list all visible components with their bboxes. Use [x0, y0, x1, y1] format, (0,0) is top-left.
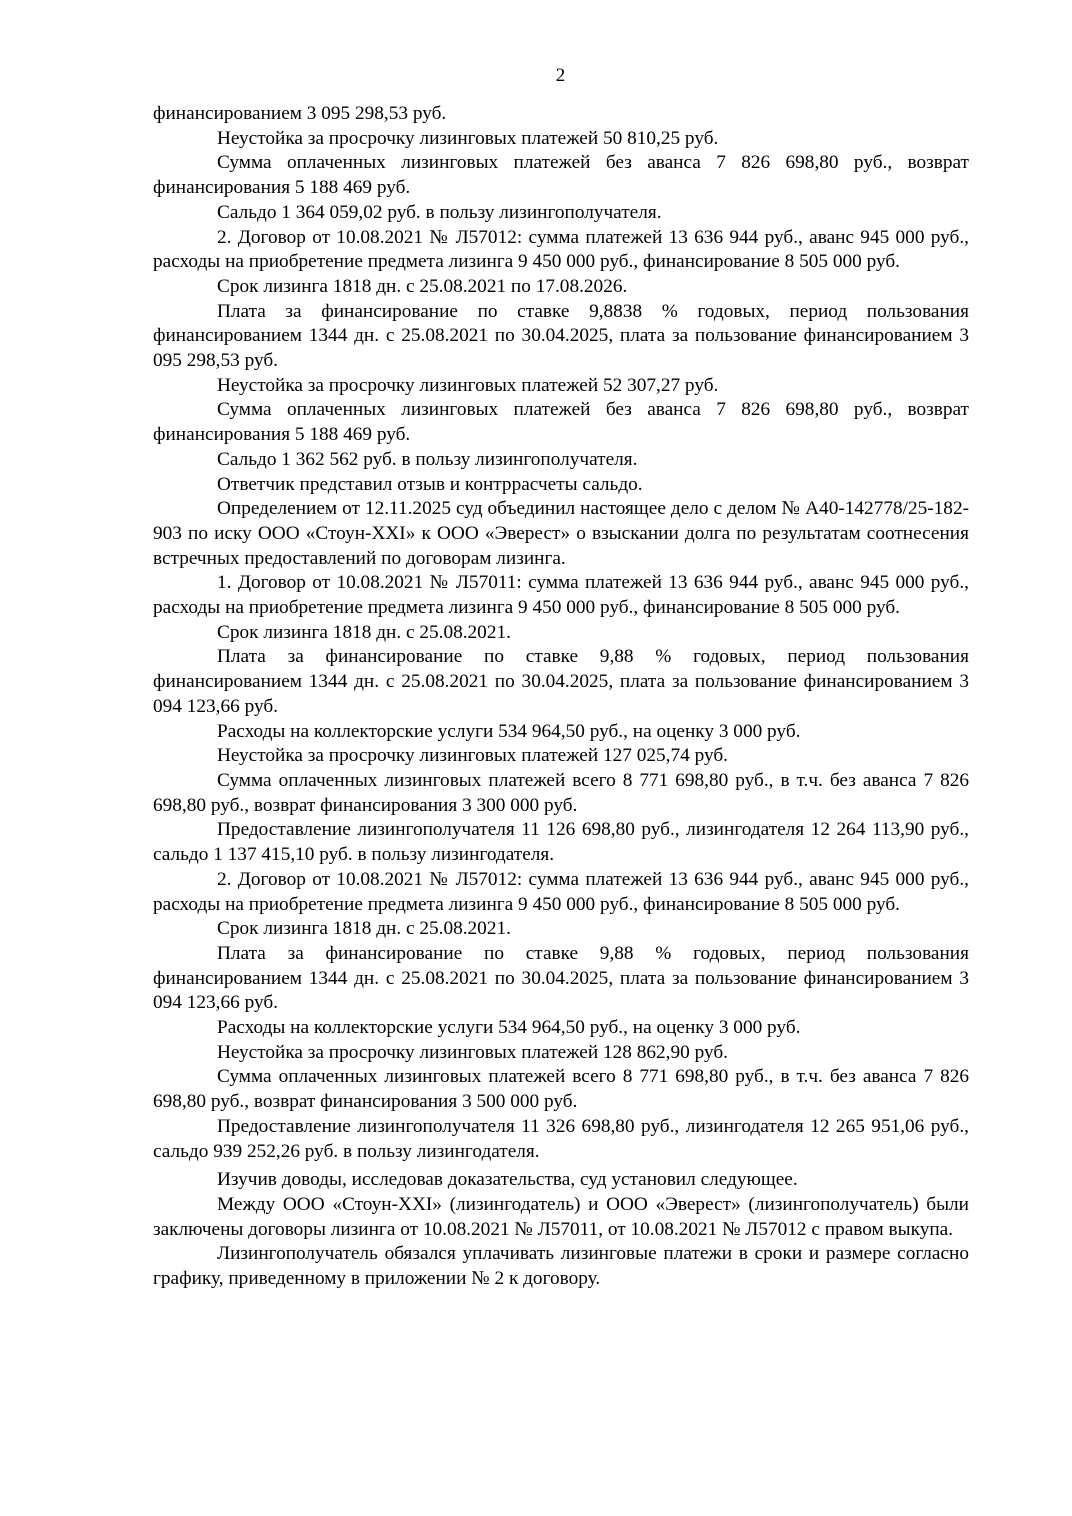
paragraph: Сумма оплаченных лизинговых платежей всего 8 771 698,80 руб., в т.ч. без аванса 7 826 698,80 руб., возврат финансирования 3 500 000 руб.	[153, 1066, 969, 1113]
page-number: 2	[555, 65, 566, 86]
document-body	[153, 102, 969, 1292]
paragraph: финансированием 3 095 298,53 руб.	[153, 103, 447, 124]
paragraph: Сальдо 1 362 562 руб. в пользу лизингополучателя.	[217, 448, 638, 470]
paragraph: Плата за финансирование по ставке 9,88 % годовых, период пользования финансированием 1344 дн. с 25.08.2021 по 30.04.2025, плата за пользование финансированием 3 094 123,66 руб.	[153, 646, 969, 717]
paragraph: 2. Договор от 10.08.2021 № Л57012: сумма платежей 13 636 944 руб., аванс 945 000 руб., расходы на приобретение предмета лизинга 9 450 000 руб., финансирование 8 505 000 руб.	[153, 868, 969, 915]
paragraph: Изучив доводы, исследовав доказательства, суд установил следующее.	[217, 1169, 798, 1191]
paragraph: Определением от 12.11.2025 суд объединил настоящее дело с делом № А40-142778/25-182-903 по иску ООО «Стоун-XXI» к ООО «Эверест» о взыскании долга по результатам соотнесения встречных предоставлений по договорам лизинга.	[153, 498, 969, 569]
paragraph: Расходы на коллекторские услуги 534 964,50 руб., на оценку 3 000 руб.	[217, 1017, 801, 1039]
paragraph: Между ООО «Стоун-XXI» (лизингодатель) и ООО «Эверест» (лизингополучатель) были заключены договоры лизинга от 10.08.2021 № Л57011, от 10.08.2021 № Л57012 с правом выкупа.	[153, 1193, 969, 1240]
paragraph: Срок лизинга 1818 дн. с 25.08.2021 по 17.08.2026.	[217, 275, 628, 297]
paragraph: Неустойка за просрочку лизинговых платежей 52 307,27 руб.	[217, 374, 719, 396]
paragraph: Сальдо 1 364 059,02 руб. в пользу лизингополучателя.	[217, 201, 662, 223]
paragraph: Сумма оплаченных лизинговых платежей без аванса 7 826 698,80 руб., возврат финансирования 5 188 469 руб.	[153, 152, 969, 199]
paragraph: Предоставление лизингополучателя 11 326 698,80 руб., лизингодателя 12 265 951,06 руб., сальдо 939 252,26 руб. в пользу лизингодателя.	[153, 1115, 969, 1162]
paragraph: 2. Договор от 10.08.2021 № Л57012: сумма платежей 13 636 944 руб., аванс 945 000 руб., расходы на приобретение предмета лизинга 9 450 000 руб., финансирование 8 505 000 руб.	[153, 226, 969, 273]
paragraph: Ответчик представил отзыв и контррасчеты сальдо.	[217, 473, 643, 495]
paragraph: Предоставление лизингополучателя 11 126 698,80 руб., лизингодателя 12 264 113,90 руб., сальдо 1 137 415,10 руб. в пользу лизингодателя.	[153, 819, 969, 866]
paragraph: Расходы на коллекторские услуги 534 964,50 руб., на оценку 3 000 руб.	[217, 720, 801, 742]
paragraph: Срок лизинга 1818 дн. с 25.08.2021.	[217, 621, 511, 643]
paragraph: Лизингополучатель обязался уплачивать лизинговые платежи в сроки и размере согласно графику, приведенному в приложении № 2 к договору.	[153, 1243, 969, 1290]
paragraph: Неустойка за просрочку лизинговых платежей 127 025,74 руб.	[217, 745, 728, 767]
paragraph: Сумма оплаченных лизинговых платежей всего 8 771 698,80 руб., в т.ч. без аванса 7 826 698,80 руб., возврат финансирования 3 300 000 руб.	[153, 769, 969, 816]
paragraph: 1. Договор от 10.08.2021 № Л57011: сумма платежей 13 636 944 руб., аванс 945 000 руб., расходы на приобретение предмета лизинга 9 450 000 руб., финансирование 8 505 000 руб.	[153, 572, 969, 619]
paragraph: Срок лизинга 1818 дн. с 25.08.2021.	[217, 918, 511, 940]
paragraph: Плата за финансирование по ставке 9,88 % годовых, период пользования финансированием 1344 дн. с 25.08.2021 по 30.04.2025, плата за пользование финансированием 3 094 123,66 руб.	[153, 942, 969, 1014]
paragraph: Плата за финансирование по ставке 9,8838 % годовых, период пользования финансированием 1344 дн. с 25.08.2021 по 30.04.2025, плата за пользование финансированием 3 095 298,53 руб.	[153, 300, 969, 372]
paragraph: Сумма оплаченных лизинговых платежей без аванса 7 826 698,80 руб., возврат финансирования 5 188 469 руб.	[153, 399, 969, 446]
paragraph: Неустойка за просрочку лизинговых платежей 50 810,25 руб.	[217, 127, 719, 149]
paragraph: Неустойка за просрочку лизинговых платежей 128 862,90 руб.	[217, 1041, 728, 1063]
